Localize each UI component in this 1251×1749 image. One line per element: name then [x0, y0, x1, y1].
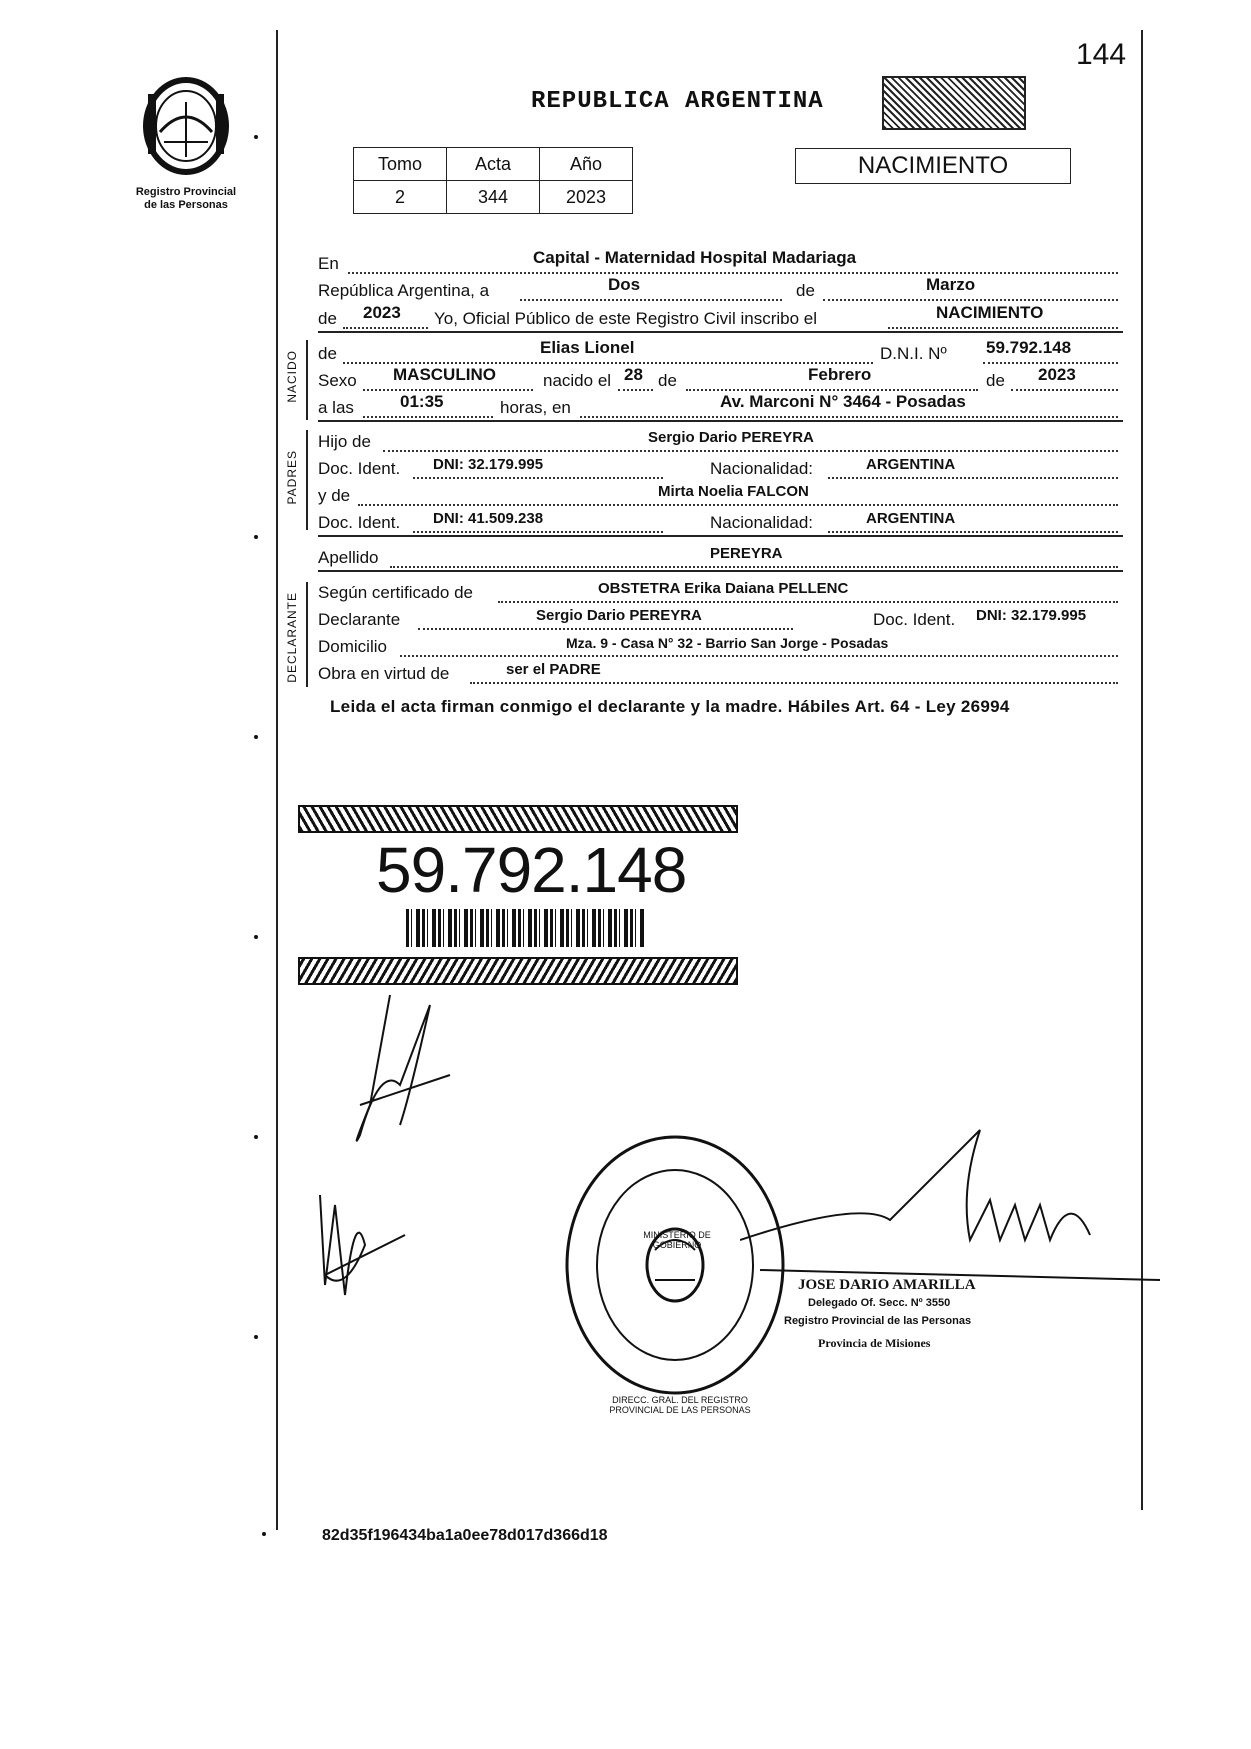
nacimiento-mes: Febrero [808, 365, 872, 384]
side-label-declarante: DECLARANTE [285, 592, 299, 683]
value-acta: 344 [447, 181, 540, 214]
lugar-value: Av. Marconi N° 3464 - Posadas [720, 392, 966, 411]
header-anio: Año [540, 148, 633, 181]
madre-nombre: Mirta Noelia FALCON [658, 483, 809, 500]
certificado-label: Según certificado de [318, 583, 473, 602]
nacimiento-anio: 2023 [1038, 365, 1076, 384]
nacimiento-dia: 28 [624, 365, 643, 384]
barcode [406, 909, 646, 947]
nombre-de-label: de [318, 344, 337, 363]
doc2-label: Doc. Ident. [318, 513, 401, 532]
madre-signature [305, 1185, 415, 1315]
domicilio-label: Domicilio [318, 637, 387, 656]
value-anio: 2023 [540, 181, 633, 214]
sexo-label: Sexo [318, 371, 357, 390]
horas-label: horas, en [500, 398, 571, 417]
oficial-text: Yo, Oficial Público de este Registro Civil inscribo el [434, 309, 817, 328]
apellido-label: Apellido [318, 548, 379, 567]
alas-label: a las [318, 398, 354, 417]
padre-doc: DNI: 32.179.995 [433, 456, 544, 473]
official-position: Delegado Of. Secc. Nº 3550 [808, 1297, 951, 1309]
nac-de2-label: de [986, 371, 1005, 390]
nac1-label: Nacionalidad: [710, 459, 814, 478]
declarante-signature [330, 985, 480, 1175]
title-stamp-pattern [882, 76, 1026, 130]
date-day: Dos [608, 275, 641, 294]
padre-nacionalidad: ARGENTINA [866, 456, 956, 473]
page-number: 144 [1076, 38, 1127, 71]
sexo-value: MASCULINO [393, 365, 496, 384]
closing-note: Leida el acta firman conmigo el declarante y la madre. Hábiles Art. 64 - Ley 26994 [330, 697, 1010, 716]
issuer-seal [138, 72, 234, 182]
document-hash: 82d35f196434ba1a0ee78d017d366d18 [322, 1527, 608, 1544]
republica-label: República Argentina, a [318, 281, 490, 300]
header-tomo: Tomo [354, 148, 447, 181]
nac-de-label: de [658, 371, 677, 390]
obra-value: ser el PADRE [506, 661, 601, 678]
inscribo-value: NACIMIENTO [936, 303, 1044, 322]
declarante-value: Sergio Dario PEREYRA [536, 607, 702, 624]
register-table [353, 147, 633, 214]
value-tomo: 2 [354, 181, 447, 214]
nacido-el-label: nacido el [543, 371, 612, 390]
stamp-outer-text: DIRECC. GRAL. DEL REGISTRO PROVINCIAL DE LAS PERSONAS [609, 1395, 751, 1415]
header-acta: Acta [447, 148, 540, 181]
declarante-label: Declarante [318, 610, 401, 629]
de-label: de [796, 281, 815, 300]
issuer-name: Registro Provincial de las Personas [135, 186, 237, 211]
security-sticker [298, 805, 738, 985]
en-value: Capital - Maternidad Hospital Madariaga [533, 248, 857, 267]
padre-nombre: Sergio Dario PEREYRA [648, 429, 814, 446]
stamp-inner-text: MINISTERIO DE GOBIERNO [643, 1230, 711, 1250]
side-label-nacido: NACIDO [285, 350, 299, 403]
dni-label: D.N.I. Nº [880, 344, 947, 363]
doc1-label: Doc. Ident. [318, 459, 401, 478]
nombre: Elias Lionel [540, 338, 635, 357]
hijo-de-label: Hijo de [318, 432, 371, 451]
left-margin-line [276, 30, 278, 1530]
certificado-value: OBSTETRA Erika Daiana PELLENC [598, 580, 849, 597]
official-province: Provincia de Misiones [818, 1336, 931, 1350]
side-label-padres: PADRES [285, 450, 299, 505]
document-title: REPUBLICA ARGENTINA [531, 88, 824, 115]
nac2-label: Nacionalidad: [710, 513, 814, 532]
official-name: JOSE DARIO AMARILLA [798, 1277, 976, 1293]
document-type-box: NACIMIENTO [795, 148, 1071, 184]
apellido-value: PEREYRA [710, 545, 783, 562]
date-year: 2023 [363, 303, 401, 322]
declarante-doc: DNI: 32.179.995 [976, 607, 1087, 624]
official-office: Registro Provincial de las Personas [784, 1315, 972, 1327]
obra-label: Obra en virtud de [318, 664, 450, 683]
madre-nacionalidad: ARGENTINA [866, 510, 956, 527]
date-month: Marzo [926, 275, 976, 294]
en-label: En [318, 254, 339, 273]
hora-value: 01:35 [400, 392, 444, 411]
year-de-label: de [318, 309, 337, 328]
sticker-number: 59.792.148 [376, 834, 687, 906]
madre-doc: DNI: 41.509.238 [433, 510, 544, 527]
decl-doc-label: Doc. Ident. [873, 610, 956, 629]
y-de-label: y de [318, 486, 351, 505]
domicilio-value: Mza. 9 - Casa N° 32 - Barrio San Jorge - Posadas [566, 635, 889, 651]
dni-value: 59.792.148 [986, 338, 1072, 357]
